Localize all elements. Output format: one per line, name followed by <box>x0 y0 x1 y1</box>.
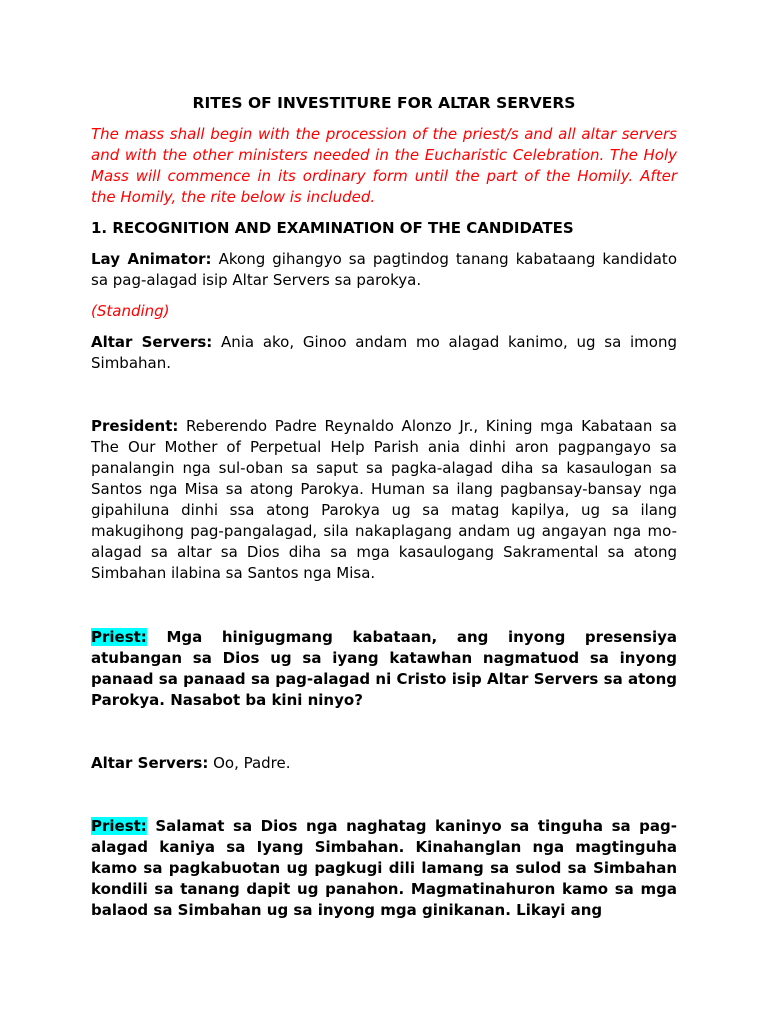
speaker-label: Priest: <box>91 817 147 835</box>
speaker-label: Priest: <box>91 628 147 646</box>
paragraph-text: Akong gihangyo sa pagtindog tanang kabataang kandidato sa pag-alagad isip Altar Servers sa parokya. <box>91 250 677 289</box>
document-title: RITES OF INVESTITURE FOR ALTAR SERVERS <box>192 94 576 112</box>
section-heading: 1. RECOGNITION AND EXAMINATION OF THE CANDIDATES <box>91 219 574 237</box>
intro-rubric: The mass shall begin with the procession of the priest/s and all altar servers and with the other ministers needed in the Eucharistic Celebration. The Holy Mass will commence in its ordinary form until the part of the Homily. After the Homily, the rite below is included. <box>91 125 677 206</box>
paragraph-text: Reberendo Padre Reynaldo Alonzo Jr., Kining mga Kabataan sa The Our Mother of Perpetual Help Parish ania dinhi aron pagpangayo sa panalangin nga sul-oban sa saput sa pagka-alagad diha sa kasaulogan sa Santos nga Misa sa atong Parokya. Human sa ilang pagbansay-bansay nga gipahiluna dinhi ssa atong Parokya ug sa matag kapilya, ug sa ilang makugihong pag-pangalagad, sila nakaplagang andam ug angayan nga mo-alagad sa altar sa Dios diha sa mga kasaulogang Sakramental sa atong Simbahan ilabina sa Santos nga Misa. <box>91 417 677 582</box>
spacer <box>91 594 677 627</box>
paragraph-text: Ania ako, Ginoo andam mo alagad kanimo, ug sa imong Simbahan. <box>91 333 677 372</box>
altar-servers-response-paragraph <box>91 753 677 774</box>
speaker-label: Altar Servers: <box>91 754 209 772</box>
speaker-label: Lay Animator: <box>91 250 212 268</box>
priest-paragraph <box>91 627 677 711</box>
lay-animator-paragraph <box>91 249 677 291</box>
paragraph-text: Mga hinigugmang kabataan, ang inyong presensiya atubangan sa Dios ug sa iyang katawhan nagmatuod sa inyong panaad sa panaad sa pag-alagad ni Cristo isip Altar Servers sa atong Parokya. Nasabot ba kini ninyo? <box>91 628 677 709</box>
spacer <box>91 784 677 816</box>
president-paragraph <box>91 416 677 584</box>
speaker-label: Altar Servers: <box>91 333 213 351</box>
altar-servers-paragraph <box>91 332 677 374</box>
document-page <box>91 91 677 931</box>
paragraph-text: Oo, Padre. <box>208 754 291 772</box>
spacer <box>91 721 677 753</box>
paragraph-text: Salamat sa Dios nga naghatag kaninyo sa tinguha sa pag-alagad kaniya sa Iyang Simbahan. Kinahanglan nga magtinguha kamo sa pagkabuotan ug pagkugi dili lamang sa sulod sa Simbahan kondili sa tanang dapit ug panahon. Magmatinahuron kamo sa mga balaod sa Simbahan ug sa inyong mga ginikanan. Likayi ang <box>91 817 677 919</box>
priest-paragraph-2 <box>91 816 677 921</box>
speaker-label: President: <box>91 417 179 435</box>
standing-rubric: (Standing) <box>91 302 170 320</box>
spacer <box>91 384 677 416</box>
